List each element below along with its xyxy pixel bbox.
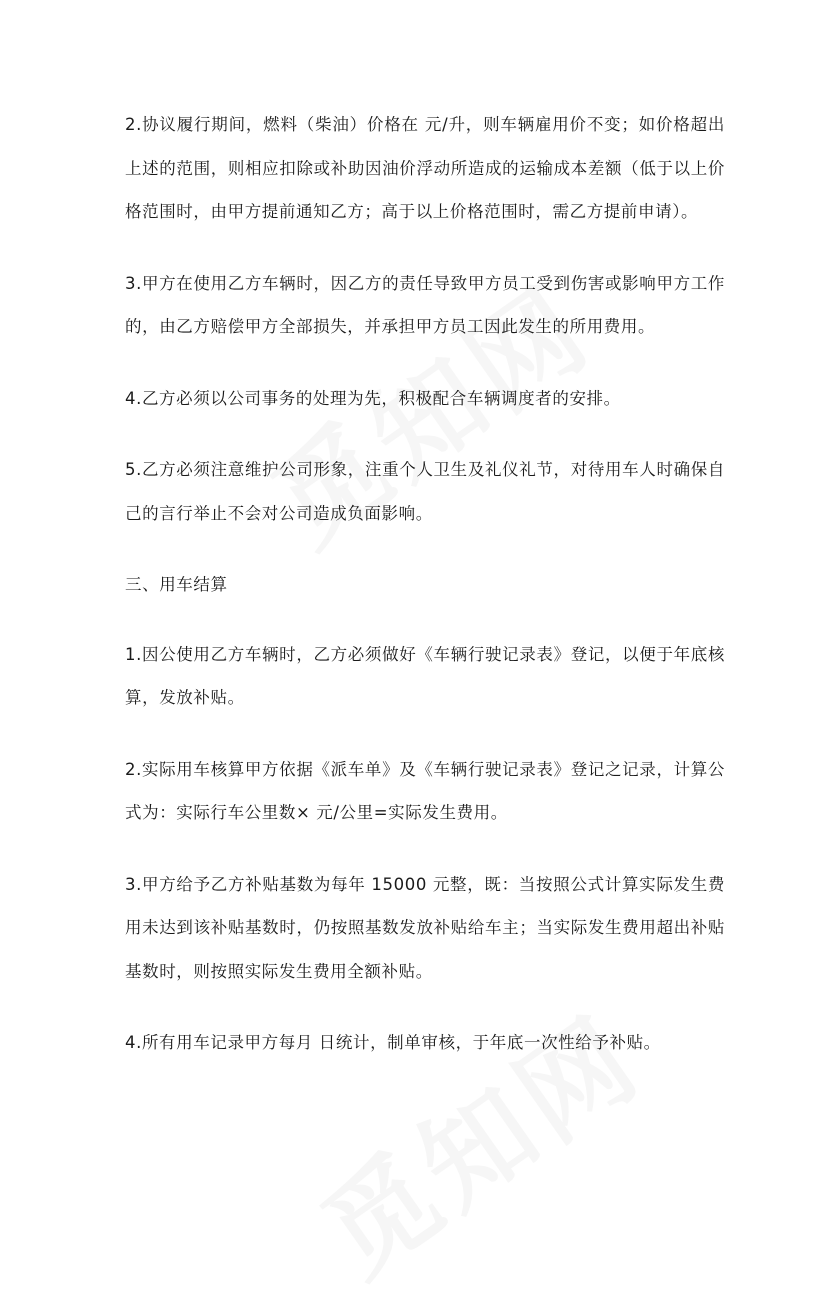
paragraph-fuel-price: 2.协议履行期间，燃料（柴油）价格在 元/升，则车辆雇用价不变；如价格超出上述的范围，则相应扣除或补助因油价浮动所造成的运输成本差额（低于以上价格范围时，由甲方提前通知乙方；高于以上价格范围时，需乙方提前申请）。 — [125, 115, 725, 221]
paragraph-liability: 3.甲方在使用乙方车辆时，因乙方的责任导致甲方员工受到伤害或影响甲方工作的，由乙方赔偿甲方全部损失，并承担甲方员工因此发生的所用费用。 — [125, 273, 725, 336]
paragraph-priority: 4.乙方必须以公司事务的处理为先，积极配合车辆调度者的安排。 — [125, 388, 621, 408]
paragraph-company-image: 5.乙方必须注意维护公司形象，注重个人卫生及礼仪礼节，对待用车人时确保自己的言行举止不会对公司造成负面影响。 — [125, 460, 725, 523]
paragraph-calculation: 2.实际用车核算甲方依据《派车单》及《车辆行驶记录表》登记之记录，计算公式为：实际行车公里数× 元/公里=实际发生费用。 — [125, 759, 725, 822]
document-body — [125, 103, 725, 1093]
paragraph-record-log: 1.因公使用乙方车辆时，乙方必须做好《车辆行驶记录表》登记，以便于年底核算，发放补贴。 — [125, 644, 725, 707]
section-heading-settlement: 三、用车结算 — [125, 575, 228, 594]
paragraph-subsidy-base: 3.甲方给予乙方补贴基数为每年 15000 元整，既：当按照公式计算实际发生费用未达到该补贴基数时，仍按照基数发放补贴给车主；当实际发生费用超出补贴基数时，则按照实际发生费用全额补贴。 — [125, 874, 725, 981]
paragraph-monthly-stats: 4.所有用车记录甲方每月 日统计，制单审核，于年底一次性给予补贴。 — [125, 1033, 661, 1052]
